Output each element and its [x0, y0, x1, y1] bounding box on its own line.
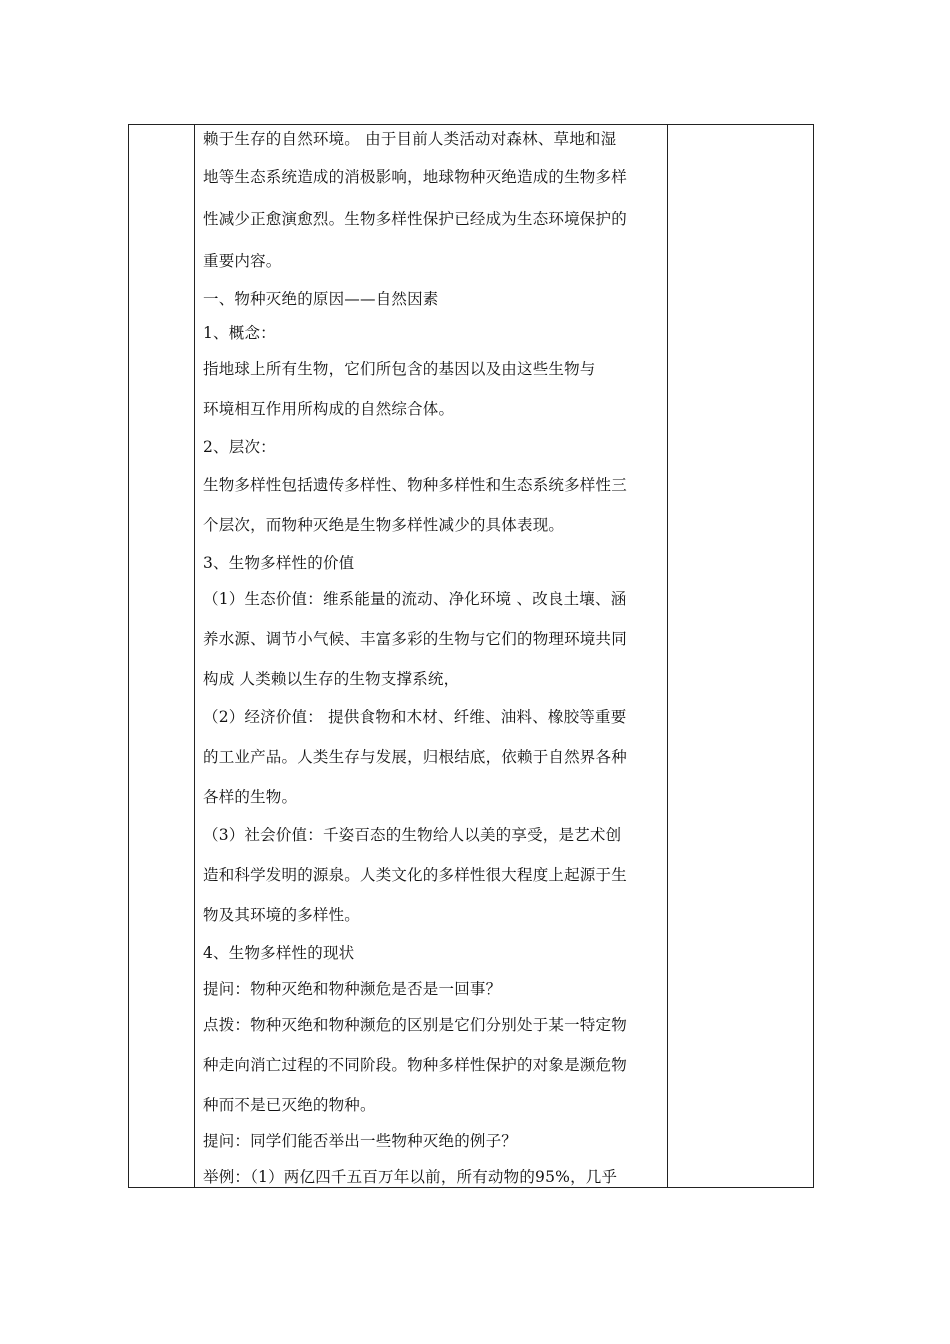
text-line: 个层次，而物种灭绝是生物多样性减少的具体表现。	[203, 516, 565, 534]
text-line: 种走向消亡过程的不同阶段。物种多样性保护的对象是濒危物	[203, 1056, 627, 1074]
text-line: 生物多样性包括遗传多样性、物种多样性和生态系统多样性三	[203, 476, 627, 494]
section-heading: 一、物种灭绝的原因——自然因素	[203, 290, 439, 308]
text-line: （1）生态价值：维系能量的流动、净化环境 、改良土壤、涵	[203, 590, 627, 608]
text-line: 地等生态系统造成的消极影响，地球物种灭绝造成的生物多样	[203, 168, 627, 186]
column-divider-left	[194, 125, 195, 1187]
subheading: 4、生物多样性的现状	[203, 944, 355, 962]
text-line: 造和科学发明的源泉。人类文化的多样性很大程度上起源于生	[203, 866, 627, 884]
text-line: 性减少正愈演愈烈。生物多样性保护已经成为生态环境保护的	[203, 210, 627, 228]
text-line: 指地球上所有生物，它们所包含的基因以及由这些生物与	[203, 360, 596, 378]
text-line: 种而不是已灭绝的物种。	[203, 1096, 376, 1114]
text-line: 各样的生物。	[203, 788, 298, 806]
text-line: 环境相互作用所构成的自然综合体。	[203, 400, 455, 418]
text-line: （3）社会价值：千姿百态的生物给人以美的享受，是艺术创	[203, 826, 622, 844]
text-line: 的工业产品。人类生存与发展，归根结底，依赖于自然界各种	[203, 748, 627, 766]
text-line: 重要内容。	[203, 252, 282, 270]
text-line: 养水源、调节小气候、丰富多彩的生物与它们的物理环境共同	[203, 630, 627, 648]
text-line: 提问：物种灭绝和物种濒危是否是一回事？	[203, 980, 502, 998]
text-line: （2）经济价值： 提供食物和木材、纤维、油料、橡胶等重要	[203, 708, 627, 726]
subheading: 3、生物多样性的价值	[203, 554, 355, 572]
text-line: 提问：同学们能否举出一些物种灭绝的例子？	[203, 1132, 518, 1150]
text-line: 举例：（1）两亿四千五百万年以前，所有动物的95%，几乎	[203, 1168, 618, 1186]
subheading: 1、概念：	[203, 324, 276, 342]
text-line: 物及其环境的多样性。	[203, 906, 361, 924]
text-line: 赖于生存的自然环境。 由于目前人类活动对森林、草地和湿	[203, 130, 617, 148]
text-line: 构成 人类赖以生存的生物支撑系统，	[203, 670, 460, 688]
text-line: 点拨：物种灭绝和物种濒危的区别是它们分别处于某一特定物	[203, 1016, 627, 1034]
subheading: 2、层次：	[203, 438, 276, 456]
column-divider-right	[667, 125, 668, 1187]
lesson-table	[128, 124, 814, 1188]
